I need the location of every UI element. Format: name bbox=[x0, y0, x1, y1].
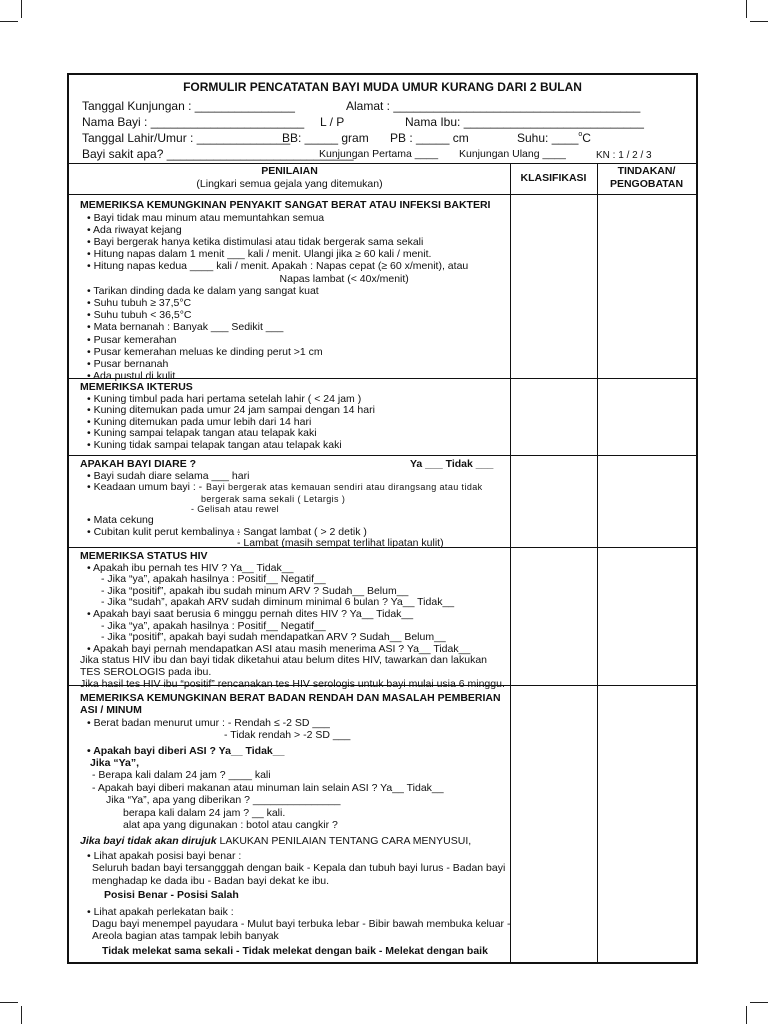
s5-item[interactable]: - Apakah bayi diberi makanan atau minuman lain selain ASI ? Ya__ Tidak__ bbox=[92, 781, 444, 794]
s3-item bbox=[80, 482, 510, 494]
s3-item[interactable]: • Mata cekung bbox=[87, 514, 154, 527]
skin-pinch-label: • Cubitan kulit perut kembalinya : bbox=[87, 525, 241, 538]
section-low-weight-feeding bbox=[80, 692, 510, 957]
s4-item[interactable]: - Jika “positif”, apakah bayi sudah mendapatkan ARV ? Sudah__ Belum__ bbox=[101, 631, 446, 644]
sex-field[interactable]: L / P bbox=[320, 115, 345, 129]
s2-item[interactable]: • Kuning ditemukan pada umur lebih dari 14 hari bbox=[87, 415, 312, 428]
s1-item[interactable]: • Ada riwayat kejang bbox=[87, 223, 182, 236]
s4-item[interactable]: • Apakah bayi saat berusia 6 minggu pernah dites HIV ? Ya__ Tidak__ bbox=[87, 607, 414, 620]
skin-pinch-very-slow[interactable]: - Sangat lambat ( > 2 detik ) bbox=[237, 525, 367, 538]
action-header-line2: PENGOBATAN bbox=[609, 178, 684, 190]
attachment-options[interactable]: Tidak melekat sama sekali - Tidak melekat dengan baik - Melekat dengan baik bbox=[102, 944, 488, 957]
s1-item[interactable]: • Mata bernanah : Banyak ___ Sedikit ___ bbox=[87, 321, 284, 334]
s1-item[interactable]: • Pusar bernanah bbox=[87, 358, 169, 371]
s1-item[interactable]: • Hitung napas kedua ____ kali / menit. Apakah : Napas cepat (≥ 60 x/menit), atau bbox=[87, 260, 469, 273]
column-header-divider bbox=[69, 194, 696, 195]
s1-lines bbox=[80, 212, 510, 383]
s5-item: • Lihat apakah perlekatan baik : bbox=[87, 905, 234, 918]
s1-item[interactable]: • Suhu tubuh < 36,5°C bbox=[87, 309, 192, 322]
crop-mark bbox=[750, 21, 768, 22]
s1-item[interactable]: • Hitung napas dalam 1 menit ___ kali / menit. Ulangi jika ≥ 60 kali / menit. bbox=[87, 248, 432, 261]
temperature-label: Suhu: ____ bbox=[517, 131, 579, 145]
s1-item[interactable]: • Suhu tubuh ≥ 37,5°C bbox=[87, 297, 192, 310]
s3-item bbox=[80, 538, 510, 550]
s5-item: Jika “Ya”, bbox=[90, 757, 140, 770]
s4-note: TES SEROLOGIS pada ibu. bbox=[80, 665, 212, 678]
section-title: MEMERIKSA STATUS HIV bbox=[80, 550, 208, 562]
s5-item[interactable]: • Berat badan menurut umur : - Rendah ≤ -2 SD ___ bbox=[87, 716, 330, 729]
s1-item[interactable]: • Tarikan dinding dada ke dalam yang sangat kuat bbox=[87, 284, 319, 297]
s4-item[interactable]: - Jika “sudah”, apakah ARV sudah diminum minimal 6 bulan ? Ya__ Tidak__ bbox=[101, 596, 455, 609]
s1-item[interactable]: Napas lambat (< 40x/menit) bbox=[87, 272, 409, 285]
section-severe-illness bbox=[80, 200, 510, 382]
s1-item[interactable]: • Pusar kemerahan bbox=[87, 333, 177, 346]
s5-item: menghadap ke dada ibu - Badan bayi dekat ke ibu. bbox=[92, 874, 330, 887]
section-title: MEMERIKSA IKTERUS bbox=[80, 381, 193, 393]
section-title: MEMERIKSA KEMUNGKINAN PENYAKIT SANGAT BERAT ATAU INFEKSI BAKTERI bbox=[80, 199, 491, 211]
s4-item[interactable]: - Jika “ya”, apakah hasilnya : Positif__ Negatif__ bbox=[101, 619, 326, 632]
column-divider bbox=[597, 163, 598, 962]
s1-item[interactable]: • Bayi bergerak hanya ketika distimulasi atau tidak bergerak sama sekali bbox=[87, 236, 424, 248]
birthdate-age-field[interactable]: Tanggal Lahir/Umur : ______________ bbox=[82, 131, 291, 145]
action-column-header bbox=[597, 165, 696, 191]
crop-mark bbox=[21, 1006, 22, 1024]
referral-condition: Jika bayi tidak akan dirujuk bbox=[80, 835, 217, 848]
general-condition-label[interactable]: • Keadaan umum bayi : - bbox=[87, 481, 203, 494]
kn-field[interactable]: KN : 1 / 2 / 3 bbox=[596, 150, 652, 161]
mother-name-field[interactable]: Nama Ibu: ___________________________ bbox=[405, 115, 644, 129]
first-visit-field[interactable]: Kunjungan Pertama ____ bbox=[319, 148, 439, 160]
s4-item[interactable]: • Apakah ibu pernah tes HIV ? Ya__ Tidak__ bbox=[87, 561, 294, 574]
s5-item[interactable]: - Tidak rendah > -2 SD ___ bbox=[224, 729, 351, 742]
section-jaundice bbox=[80, 382, 510, 452]
condition-option-restless[interactable]: - Gelisah atau rewel bbox=[191, 504, 280, 515]
temperature-field[interactable] bbox=[517, 131, 591, 145]
classification-column-header bbox=[510, 172, 597, 185]
illness-field[interactable]: Bayi sakit apa? ____________________________ bbox=[82, 147, 354, 161]
s5-item[interactable]: berapa kali dalam 24 jam ? __ kali. bbox=[123, 806, 286, 819]
s5-item: • Lihat apakah posisi bayi benar : bbox=[87, 849, 242, 862]
crop-mark bbox=[21, 0, 22, 18]
length-field[interactable]: PB : _____ cm bbox=[390, 131, 469, 145]
section-hiv-status bbox=[80, 551, 510, 690]
s4-item[interactable]: - Jika “ya”, apakah hasilnya : Positif__ Negatif__ bbox=[101, 573, 326, 586]
address-field[interactable]: Alamat : _____________________________________ bbox=[346, 99, 641, 113]
s4-item[interactable]: - Jika “positif”, apakah ibu sudah minum ARV ? Sudah__ Belum__ bbox=[101, 584, 409, 597]
degree-sign: o bbox=[578, 131, 583, 138]
crop-mark bbox=[750, 1002, 768, 1003]
recording-form bbox=[67, 73, 698, 964]
s3-item bbox=[80, 494, 510, 504]
assessment-column-header bbox=[69, 165, 510, 191]
condition-option-lethargic[interactable]: Bayi bergerak atas kemauan sendiri atau dirangsang atau tidak bbox=[206, 482, 483, 493]
classification-header: KLASIFIKASI bbox=[520, 172, 587, 184]
s3-item[interactable]: • Bayi sudah diare selama ___ hari bbox=[87, 469, 250, 482]
referral-instruction: LAKUKAN PENILAIAN TENTANG CARA MENYUSUI, bbox=[216, 835, 472, 848]
s2-item[interactable]: • Kuning ditemukan pada umur 24 jam sampai dengan 14 hari bbox=[87, 404, 375, 417]
s5-item: Dagu bayi menempel payudara - Mulut bayi terbuka lebar - Bibir bawah membuka keluar - bbox=[92, 917, 511, 930]
s3-item bbox=[80, 527, 510, 539]
action-header-line1: TINDAKAN/ bbox=[617, 165, 676, 177]
s5-item[interactable]: alat apa yang digunakan : botol atau cangkir ? bbox=[123, 819, 338, 832]
s1-item[interactable]: • Bayi tidak mau minum atau memuntahkan semua bbox=[87, 211, 325, 224]
assessment-subheader: (Lingkari semua gejala yang ditemukan) bbox=[196, 178, 383, 190]
s5-item: Seluruh badan bayi tersangggah dengan baik - Kepala dan tubuh bayi lurus - Badan bayi bbox=[92, 862, 506, 875]
section-title-line1: MEMERIKSA KEMUNGKINAN BERAT BADAN RENDAH DAN MASALAH PEMBERIAN bbox=[80, 692, 501, 704]
s1-item[interactable]: • Ada pustul di kulit bbox=[87, 370, 176, 383]
s5-item bbox=[80, 835, 510, 847]
s5-item[interactable]: Jika “Ya”, apa yang diberikan ? _______________ bbox=[106, 794, 341, 807]
weight-field[interactable]: BB: _____ gram bbox=[282, 131, 369, 145]
form-title: FORMULIR PENCATATAN BAYI MUDA UMUR KURANG DARI 2 BULAN bbox=[183, 80, 582, 94]
crop-mark bbox=[0, 21, 18, 22]
column-divider bbox=[510, 163, 511, 962]
s2-item[interactable]: • Kuning sampai telapak tangan atau telapak kaki bbox=[87, 427, 317, 440]
s2-item[interactable]: • Kuning timbul pada hari pertama setelah lahir ( < 24 jam ) bbox=[87, 392, 362, 405]
assessment-header: PENILAIAN bbox=[261, 165, 318, 177]
s5-item[interactable]: • Apakah bayi diberi ASI ? Ya__ Tidak__ bbox=[87, 744, 285, 757]
s4-item[interactable]: • Apakah bayi pernah mendapatkan ASI atau masih menerima ASI ? Ya__ Tidak__ bbox=[87, 642, 471, 655]
s5-item: Areola bagian atas tampak lebih banyak bbox=[92, 930, 279, 943]
crop-mark bbox=[746, 1006, 747, 1024]
section-title-line2: ASI / MINUM bbox=[80, 704, 142, 717]
s2-item[interactable]: • Kuning tidak sampai telapak tangan atau telapak kaki bbox=[87, 438, 342, 451]
crop-mark bbox=[746, 0, 747, 18]
visit-date-field[interactable]: Tanggal Kunjungan : _______________ bbox=[82, 99, 295, 113]
section-title bbox=[80, 459, 510, 471]
s4-note: Jika status HIV ibu dan bayi tidak diketahui atau belum dites HIV, tawarkan dan lakukan bbox=[80, 654, 488, 667]
diarrhea-yes-no[interactable]: Ya ___ Tidak ___ bbox=[410, 458, 494, 470]
skin-pinch-slow[interactable]: - Lambat (masih sempat terlihat lipatan kulit) bbox=[237, 537, 444, 550]
section-diarrhea bbox=[80, 459, 510, 550]
section-divider bbox=[69, 455, 696, 456]
crop-mark bbox=[0, 1002, 18, 1003]
condition-option-lethargic-cont: bergerak sama sekali ( Letargis ) bbox=[201, 494, 346, 505]
temperature-unit: C bbox=[582, 131, 591, 145]
s5-item[interactable]: - Berapa kali dalam 24 jam ? ____ kali bbox=[92, 769, 271, 782]
diarrhea-title: APAKAH BAYI DIARE ? bbox=[80, 458, 197, 470]
position-options[interactable]: Posisi Benar - Posisi Salah bbox=[104, 889, 239, 902]
header-divider bbox=[69, 163, 696, 164]
repeat-visit-field[interactable]: Kunjungan Ulang ____ bbox=[459, 148, 566, 160]
baby-name-field[interactable]: Nama Bayi : _______________________ bbox=[82, 115, 305, 129]
s1-item[interactable]: • Pusar kemerahan meluas ke dinding perut >1 cm bbox=[87, 345, 323, 358]
s4-note: Jika hasil tes HIV ibu “positif” rencanakan tes HIV serologis untuk bayi mulai usia 6 minggu. bbox=[80, 677, 505, 690]
